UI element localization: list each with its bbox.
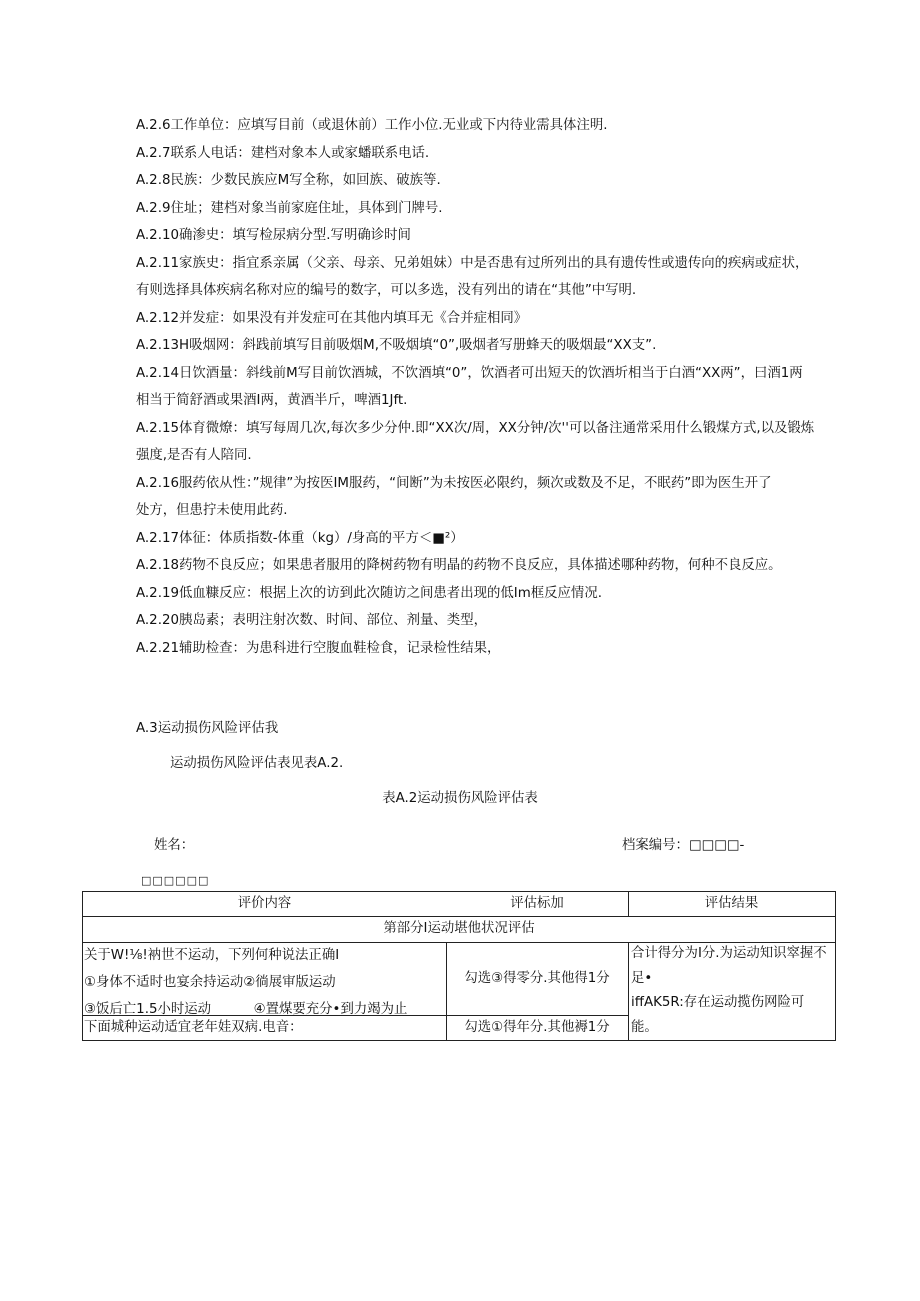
table-rule	[628, 942, 629, 1040]
question-1-options-b: ③饭后亡1.5小时运动 ④置煤要充分•到力竭为止	[84, 1002, 408, 1015]
paragraph-a2-8: A.2.8民族：少数民族应M写全称，如回族、破族等.	[136, 173, 441, 188]
question-2-text: 下面城种运动适宜老年娃双病.电音：	[84, 1020, 303, 1035]
paragraph-a2-10: A.2.10确渗史：填写检尿病分型.写明确诊时间	[136, 228, 411, 243]
paragraph-a2-15-cont: 强度,是否有人陪同.	[136, 448, 252, 463]
section-row: 第部分I运动堪他状况评估	[383, 921, 535, 936]
result-line-2: 足•	[631, 970, 653, 986]
paragraph-a2-9: A.2.9住址；建档对象当前家庭住址，具体到门牌号.	[136, 200, 443, 216]
paragraph-a2-11-cont: 有则选择具体疾病名称对应的编号的数字，可以多选，没有列出的请在“其他”中写明.	[136, 283, 637, 298]
paragraph-a2-11: A.2.11家族史：指宜系亲属（父亲、母亲、兄弟姐妹）中是否患有过所列出的具有遗传性或遗传向的疾病或症状，	[136, 255, 809, 271]
paragraph-a2-21: A.2.21辅助检查：为患科进行空腹血鞋检食，记录检性结果，	[136, 640, 501, 656]
paragraph-a2-12: A.2.12并发症：如果没有并发症可在其他内填耳无《合并症相同》	[136, 310, 528, 326]
paragraph-a2-17: A.2.17体征：体质指数-体重（kg）/身高的平方＜■²）	[136, 530, 464, 546]
section-title: A.3运动损伤风险评估我	[136, 721, 279, 736]
table-rule	[628, 892, 629, 916]
paragraph-a2-7: A.2.7联系人电话：建档对象本人或家蟠联系电话.	[136, 145, 430, 161]
result-line-3: iffAK5R:存在运动揽伤网险可	[631, 995, 805, 1010]
instructions-body	[136, 112, 842, 662]
paragraph-a2-6: A.2.6工作单位：应填写目前（或退休前）工作小位.无业或下内待业需具体注明.	[136, 118, 608, 133]
header-content: 评价内容	[237, 896, 292, 911]
result-line-4: 能。	[631, 1019, 658, 1035]
result-cell	[631, 942, 835, 1040]
paragraph-a2-14-cont: 相当于简舒酒或果酒I两，黄酒半斤，啤酒1Jft.	[136, 393, 408, 408]
paragraph-a2-16: A.2.16服药依从性：”规律”为按医IM服药，“间断”为未按医必限约，频次或数及不足，不眠药”即为医生开了	[136, 475, 772, 491]
header-result: 评估结果	[704, 896, 759, 911]
paragraph-a2-20: A.2.20胰岛素；表明注射次数、时间、部位、剂量、类型，	[136, 613, 487, 628]
record-number-continuation: □□□□□□	[141, 874, 210, 887]
paragraph-a2-13: A.2.13H吸烟网：斜践前填写目前吸烟M,不吸烟填“0”,吸烟者写册蜂天的吸烟最“XX支”.	[136, 338, 657, 353]
header-standard: 评估标加	[510, 896, 564, 911]
question-1-options-a: ①身体不适时也宴余持运动②徜展审版运动	[84, 975, 336, 990]
record-number-label: 档案编号：□□□□-	[622, 838, 745, 853]
question-1-cell	[84, 942, 444, 1015]
risk-assessment-table	[82, 891, 836, 1041]
paragraph-a2-16-cont: 处方，但患拧未使用此药.	[136, 503, 288, 518]
question-1-text: 关于W!⅛!衲世不运动，下列何种说法正确I	[84, 948, 340, 963]
paragraph-a2-19: A.2.19低血糠反应：根据上次的访到此次随访之间患者出现的低Im框反应情况.	[136, 585, 602, 601]
result-line-1: 合计得分为I分.为运动知识窣握不	[631, 946, 827, 961]
question-1-standard: 勾选③得零分.其他得1分	[464, 971, 610, 986]
paragraph-a2-18: A.2.18药物不良反应；如果患者服用的降树药物有明晶的药物不良反应，具体描述哪种药物，何种不良反应。	[136, 558, 782, 573]
name-label: 姓名：	[154, 838, 195, 853]
section-description: 运动损伤风险评估表见表A.2.	[170, 756, 344, 771]
question-2-standard: 勾选①得年分.其他褥1分	[464, 1020, 610, 1035]
table-caption: 表A.2运动损伤风险评估表	[382, 791, 538, 806]
paragraph-a2-15: A.2.15体育微燎：填写每周几次,每次多少分仲.即“XX次/周，XX分钟/次''可以备注通常采用什么锻煤方式,以及锻炼	[136, 420, 815, 436]
paragraph-a2-14: A.2.14日饮酒量：斜线前M写目前饮酒城，不饮酒填“0”，饮酒者可出短天的饮酒圻相当于白酒“XX两”，曰酒1两	[136, 365, 803, 381]
